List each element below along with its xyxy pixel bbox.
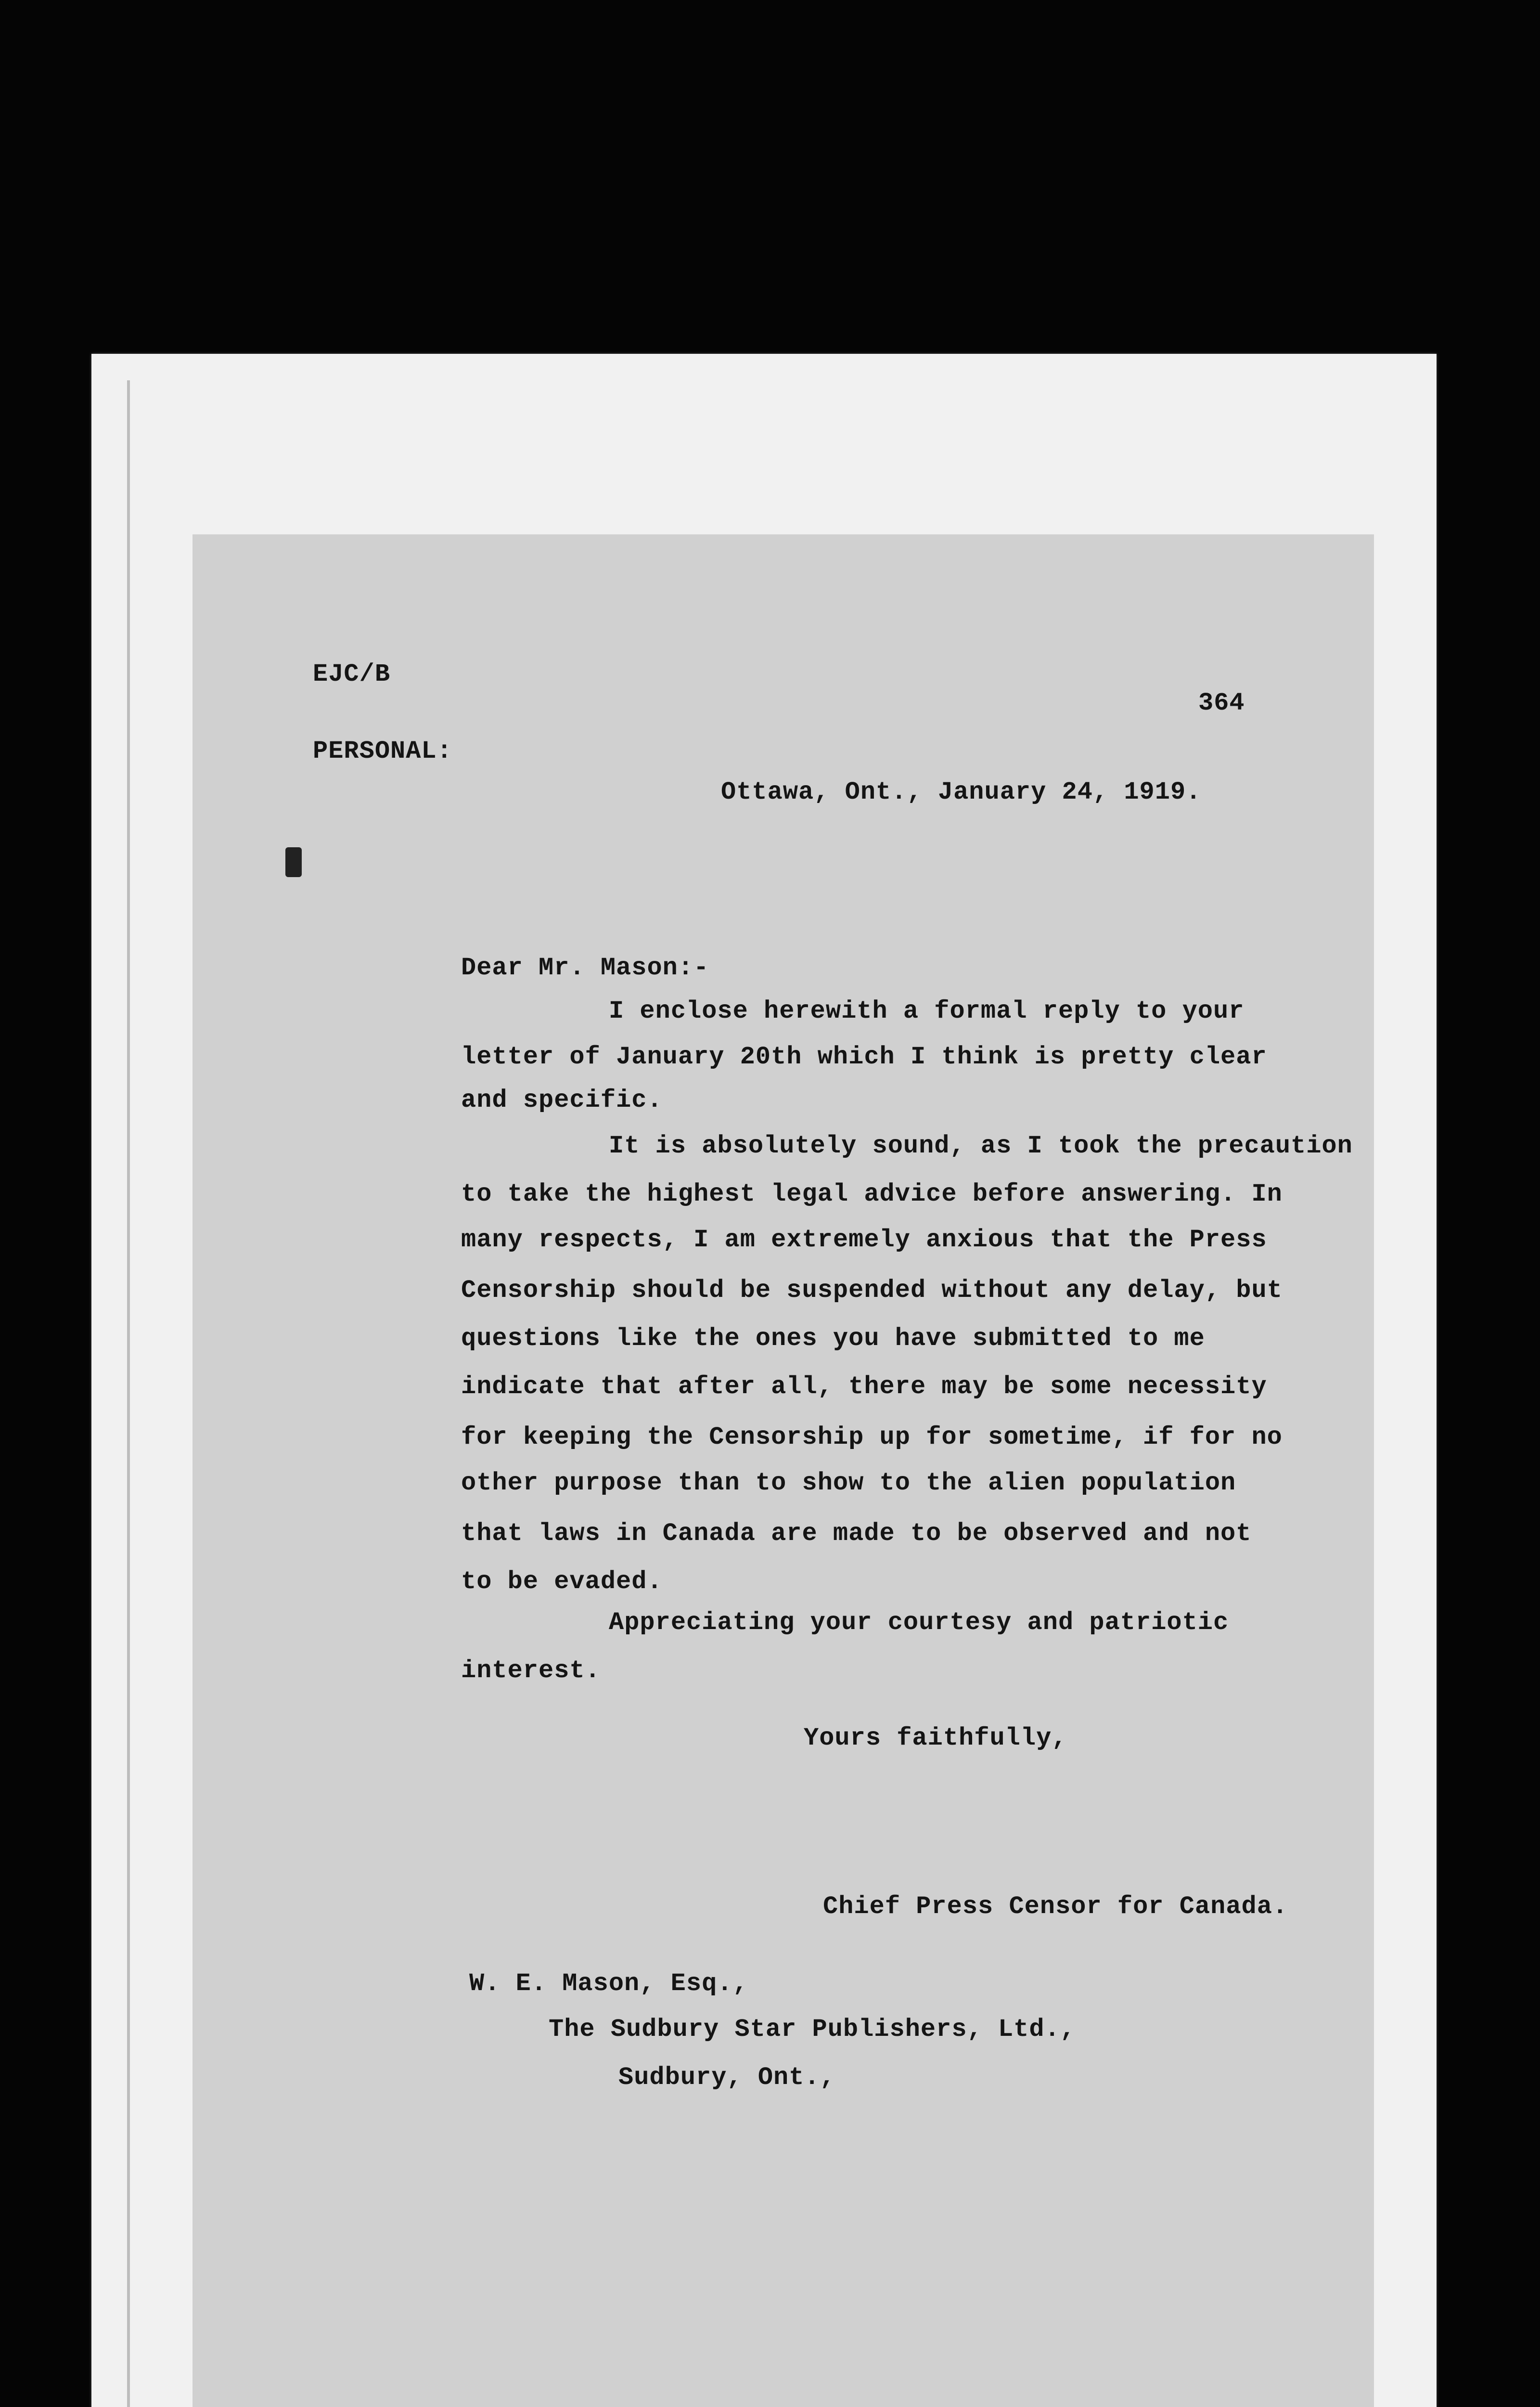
file-reference: EJC/B	[313, 660, 391, 688]
body-line: for keeping the Censorship up for sometime, if for no	[461, 1423, 1283, 1451]
body-line: letter of January 20th which I think is pretty clear	[461, 1043, 1267, 1071]
date-line: Ottawa, Ont., January 24, 1919.	[721, 778, 1202, 806]
body-line: indicate that after all, there may be some necessity	[461, 1372, 1267, 1401]
body-line: to be evaded.	[461, 1567, 663, 1596]
body-line: to take the highest legal advice before answering. In	[461, 1180, 1283, 1208]
recipient-name: W. E. Mason, Esq.,	[469, 1969, 748, 1998]
letter-sheet	[192, 534, 1374, 2407]
body-line: It is absolutely sound, as I took the precaution	[609, 1132, 1353, 1160]
binding-margin-line	[127, 380, 130, 2407]
body-line: other purpose than to show to the alien population	[461, 1469, 1236, 1497]
recipient-company: The Sudbury Star Publishers, Ltd.,	[549, 2015, 1076, 2044]
signature-title: Chief Press Censor for Canada.	[823, 1892, 1288, 1921]
complimentary-close: Yours faithfully,	[804, 1724, 1067, 1752]
body-line: questions like the ones you have submitted to me	[461, 1324, 1205, 1353]
recipient-city: Sudbury, Ont.,	[618, 2063, 835, 2092]
body-line: Appreciating your courtesy and patriotic	[609, 1608, 1229, 1637]
body-line: many respects, I am extremely anxious that the Press	[461, 1226, 1267, 1254]
personal-marking: PERSONAL:	[313, 737, 452, 765]
body-line: I enclose herewith a formal reply to your	[609, 997, 1245, 1025]
body-line: and specific.	[461, 1086, 663, 1114]
salutation: Dear Mr. Mason:-	[461, 954, 709, 982]
body-line: interest.	[461, 1656, 601, 1685]
body-line: that laws in Canada are made to be observed and not	[461, 1519, 1252, 1548]
punch-hole-mark	[285, 847, 302, 877]
page-number: 364	[1198, 689, 1245, 717]
body-line: Censorship should be suspended without any delay, but	[461, 1276, 1283, 1305]
